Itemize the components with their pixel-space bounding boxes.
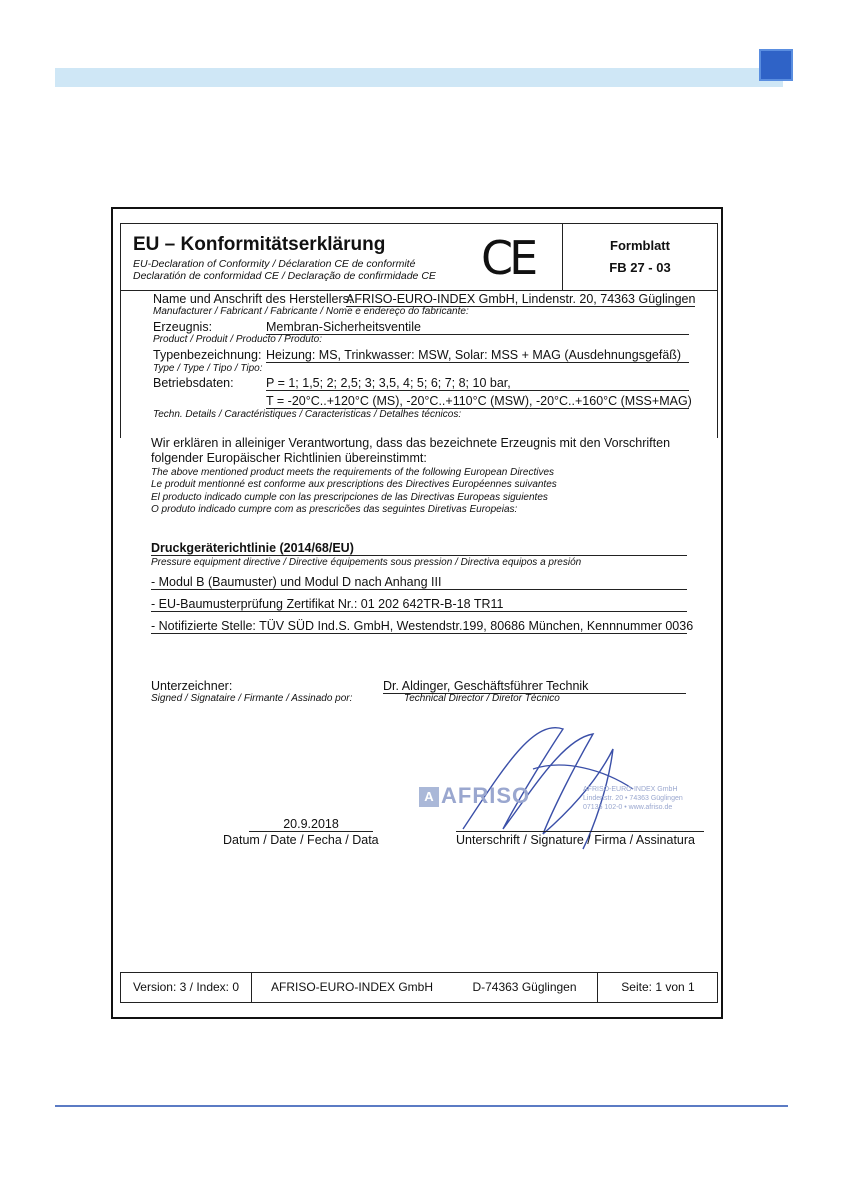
header-divider	[562, 224, 563, 290]
footer-version: Version: 3 / Index: 0	[132, 980, 240, 994]
product-fields-box	[120, 291, 718, 438]
document-subtitle-1: EU-Declaration of Conformity / Déclaration CE de conformité	[133, 258, 416, 270]
directive-item: - EU-Baumusterprüfung Zertifikat Nr.: 01 202 642TR-B-18 TR11	[151, 597, 687, 612]
page-bottom-rule	[55, 1105, 788, 1107]
document-subtitle-2: Declaratión de conformidad CE / Declaração de confirmidade CE	[133, 270, 436, 282]
product-value: Membran-Sicherheitsventile	[266, 320, 689, 335]
stamp-line: Lindenstr. 20 • 74363 Güglingen	[583, 795, 683, 802]
directive-item: - Notifizierte Stelle: TÜV SÜD Ind.S. GmbH, Westendstr.199, 80686 München, Kennnummer 0036	[151, 619, 694, 633]
declaration-fr: Le produit mentionné est conforme aux prescriptions des Directives Européennes suivantes	[151, 479, 557, 490]
operating-label: Betriebsdaten:	[153, 376, 234, 390]
declaration-de-2: folgender Europäischer Richtlinien übereinstimmt:	[151, 451, 427, 465]
date-line	[249, 831, 373, 832]
document-header	[120, 223, 718, 291]
type-value: Heizung: MS, Trinkwasser: MSW, Solar: MSS + MAG (Ausdehnungsgefäß)	[266, 348, 689, 363]
form-label: Formblatt	[610, 238, 670, 253]
document-footer	[120, 972, 718, 1003]
manufacturer-sub: Manufacturer / Fabricant / Fabricante / Nome e endereço do fabricante:	[153, 306, 469, 317]
product-label: Erzeugnis:	[153, 320, 213, 334]
date-label: Datum / Date / Fecha / Data	[223, 833, 379, 847]
directive-title: Druckgeräterichtlinie (2014/68/EU)	[151, 541, 687, 556]
declaration-es: El producto indicado cumple con las prescripciones de las Directivas Europeas siguientes	[151, 492, 548, 503]
ce-mark-logo: CE	[481, 231, 535, 285]
operating-value-temperature: T = -20°C..+120°C (MS), -20°C..+110°C (MSW), -20°C..+160°C (MSS+MAG)	[266, 394, 692, 408]
operating-sub: Techn. Details / Caractéristiques / Caracteristicas / Detalhes técnicos:	[153, 409, 462, 420]
directive-subtitle: Pressure equipment directive / Directive équipements sous pression / Directiva equipos a presión	[151, 557, 582, 568]
manufacturer-value: AFRISO-EURO-INDEX GmbH, Lindenstr. 20, 74363 Güglingen	[346, 292, 696, 306]
form-code: FB 27 - 03	[609, 260, 671, 275]
declaration-en: The above mentioned product meets the requirements of the following European Directives	[151, 467, 555, 478]
footer-page: Seite: 1 von 1	[621, 980, 695, 994]
signer-name: Dr. Aldinger, Geschäftsführer Technik	[383, 679, 686, 694]
stamp-line: 07135 102-0 • www.afriso.de	[583, 804, 673, 811]
document-title: EU – Konformitätserklärung	[133, 234, 386, 255]
product-sub: Product / Produit / Producto / Produto:	[153, 334, 322, 345]
signer-label-sub: Signed / Signataire / Firmante / Assinado por:	[151, 693, 353, 704]
type-sub: Type / Type / Tipo / Tipo:	[153, 363, 263, 374]
signer-label: Unterzeichner:	[151, 679, 233, 693]
signature-line	[456, 831, 704, 832]
type-label: Typenbezeichnung:	[153, 348, 262, 362]
stamp-company-name: AFRISO	[441, 783, 531, 808]
conformity-declaration-document	[111, 207, 723, 1019]
declaration-pt: O produto indicado cumpre com as prescricões das seguintes Diretivas Europeias:	[151, 504, 518, 515]
signer-title: Technical Director / Diretor Técnico	[404, 693, 560, 704]
date-value: 20.9.2018	[283, 817, 339, 831]
manufacturer-label: Name und Anschrift des Herstellers:	[153, 292, 353, 306]
footer-location: D-74363 Güglingen	[472, 980, 577, 994]
operating-value-pressure: P = 1; 1,5; 2; 2,5; 3; 3,5, 4; 5; 6; 7; 8; 10 bar,	[266, 376, 689, 391]
directive-item: - Modul B (Baumuster) und Modul D nach Anhang III	[151, 575, 687, 590]
header-band	[55, 68, 783, 87]
signature-label: Unterschrift / Signature / Firma / Assinatura	[456, 833, 695, 847]
page-corner-square	[759, 49, 793, 81]
declaration-de-1: Wir erklären in alleiniger Verantwortung, dass das bezeichnete Erzeugnis mit den Vorschriften	[151, 436, 671, 450]
footer-company: AFRISO-EURO-INDEX GmbH	[270, 980, 433, 994]
stamp-line: AFRISO-EURO-INDEX GmbH	[583, 786, 678, 793]
stamp-logo-icon: A	[419, 787, 439, 807]
